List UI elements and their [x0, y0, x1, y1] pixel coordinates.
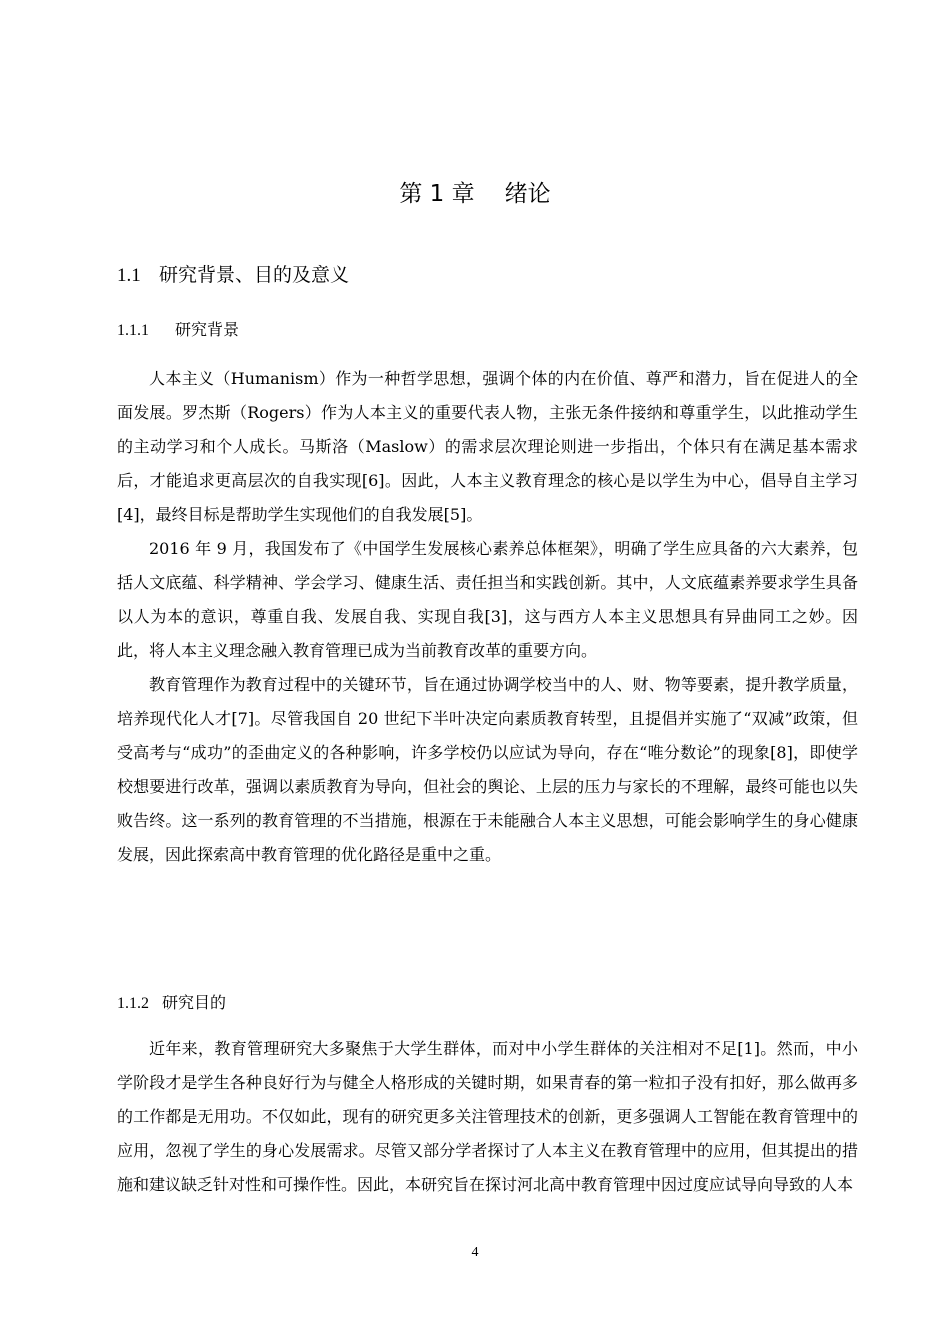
subsection-heading	[117, 319, 239, 342]
paragraph: 近年来，教育管理研究大多聚焦于大学生群体，而对中小学生群体的关注相对不足[1]。然而，中小学阶段才是学生各种良好行为与健全人格形成的关键时期，如果青春的第一粒扣子没有扣好，那么做再多的工作都是无用功。不仅如此，现有的研究更多关注管理技术的创新，更多强调人工智能在教育管理中的应用，忽视了学生的身心发展需求。尽管又部分学者探讨了人本主义在教育管理中的应用，但其提出的措施和建议缺乏针对性和可操作性。因此，本研究旨在探讨河北高中教育管理中因过度应试导向导致的人本	[117, 1039, 858, 1194]
chapter-name: 绪论	[504, 181, 551, 207]
subsection-number: 1.1.2	[117, 995, 149, 1012]
paragraph: 人本主义（Humanism）作为一种哲学思想，强调个体的内在价值、尊严和潜力，旨在促进人的全面发展。罗杰斯（Rogers）作为人本主义的重要代表人物，主张无条件接纳和尊重学生，以此推动学生的主动学习和个人成长。马斯洛（Maslow）的需求层次理论则进一步指出，个体只有在满足基本需求后，才能追求更高层次的自我实现[6]。因此，人本主义教育理念的核心是以学生为中心，倡导自主学习[4]，最终目标是帮助学生实现他们的自我发展[5]。	[117, 369, 858, 524]
paragraph: 2016 年 9 月，我国发布了《中国学生发展核心素养总体框架》，明确了学生应具备的六大素养，包括人文底蕴、科学精神、学会学习、健康生活、责任担当和实践创新。其中，人文底蕴素养要求学生具备以人为本的意识，尊重自我、发展自我、实现自我[3]，这与西方人本主义思想具有异曲同工之妙。因此，将人本主义理念融入教育管理已成为当前教育改革的重要方向。	[117, 539, 858, 660]
chapter-title	[0, 178, 950, 210]
subsection-body	[117, 1032, 858, 1202]
section-number: 1.1	[117, 265, 141, 286]
chapter-number: 第 1 章	[399, 181, 475, 207]
subsection-title: 研究目的	[162, 993, 227, 1012]
subsection-number: 1.1.1	[117, 322, 149, 339]
subsection-body	[117, 362, 858, 872]
paragraph: 教育管理作为教育过程中的关键环节，旨在通过协调学校当中的人、财、物等要素，提升教学质量，培养现代化人才[7]。尽管我国自 20 世纪下半叶决定向素质教育转型，且提倡并实施了“双减”政策，但受高考与“成功”的歪曲定义的各种影响，许多学校仍以应试为导向，存在“唯分数论”的现象[8]，即使学校想要进行改革，强调以素质教育为导向，但社会的舆论、上层的压力与家长的不理解，最终可能也以失败告终。这一系列的教育管理的不当措施，根源在于未能融合人本主义思想，可能会影响学生的身心健康发展，因此探索高中教育管理的优化路径是重中之重。	[117, 675, 858, 864]
subsection-title: 研究背景	[175, 320, 240, 339]
section-heading	[117, 262, 349, 289]
subsection-heading	[117, 992, 226, 1015]
section-title: 研究背景、目的及意义	[159, 264, 350, 286]
page-number: 4	[471, 1245, 479, 1260]
